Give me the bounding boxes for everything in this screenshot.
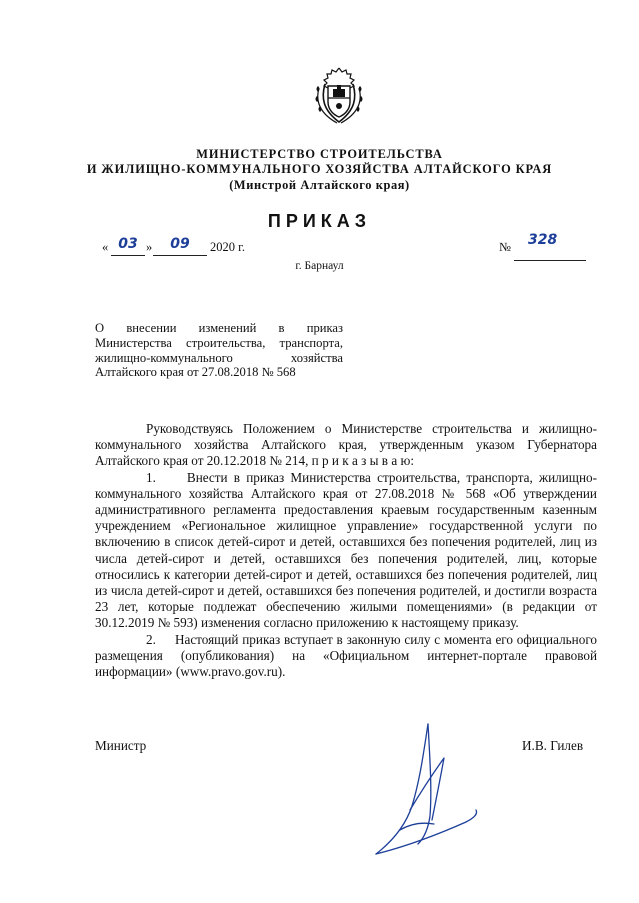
body-preamble: Руководствуясь Положением о Министерстве строительства и жилищно-коммунального хозяйства Алтайского края, утвержденным указом Губернатора Алтайского края от 20.12.2018 № 214, п р и к а з ы в а ю: bbox=[95, 421, 597, 469]
handwritten-signature-icon bbox=[370, 720, 480, 860]
date-month-underline bbox=[153, 255, 207, 256]
document-type-title: ПРИКАЗ bbox=[267, 211, 372, 231]
ministry-name-line1: МИНИСТЕРСТВО СТРОИТЕЛЬСТВА bbox=[196, 147, 443, 161]
signer-position: Министр bbox=[95, 738, 147, 753]
signer-name: И.В. Гилев bbox=[522, 738, 584, 753]
date-day-underline bbox=[111, 255, 145, 256]
ministry-name-line2: И ЖИЛИЩНО-КОММУНАЛЬНОГО ХОЗЯЙСТВА АЛТАЙСКОГО КРАЯ bbox=[86, 162, 553, 176]
ministry-short-name: (Минстрой Алтайского края) bbox=[229, 178, 410, 192]
document-number: 328 bbox=[528, 232, 558, 248]
date-day: 03 bbox=[118, 236, 138, 252]
order-subject: О внесении изменений в приказ Министерства строительства, транспорта, жилищно-коммунального хозяйства Алтайского края от 27.08.2018 № 568 bbox=[95, 321, 343, 380]
date-open-quote: « bbox=[102, 240, 109, 254]
number-sign: № bbox=[499, 240, 511, 254]
date-month: 09 bbox=[170, 236, 190, 252]
body-item-1: 1. Внести в приказ Министерства строительства, транспорта, жилищно-коммунального хозяйства Алтайского края от 27.08.2018 № 568 «Об утверждении административного регламента предоставления краевым государственным казенным учреждением «Региональное жилищное управление» государственной услуги по включению в список детей-сирот и детей, оставшихся без попечения родителей, лиц из числа детей-сирот и детей, оставшихся без попечения родителей, лиц, которые относились к категории детей-сирот и детей, оставшихся без попечения родителей, лиц из числа детей-сирот и детей, оставшихся без попечения родителей, и достигли возраста 23 лет, которые подлежат обеспечению жилыми помещениями» (в редакции от 30.12.2019 № 593) изменения согласно приложению к настоящему приказу. bbox=[95, 469, 597, 631]
order-body bbox=[95, 421, 597, 680]
city: г. Барнаул bbox=[295, 260, 344, 272]
date-year: 2020 г. bbox=[210, 240, 245, 254]
body-item-2: 2. Настоящий приказ вступает в законную силу с момента его официального размещения (опубликования) на «Официальном интернет-портале правовой информации» (www.pravo.gov.ru). bbox=[95, 631, 597, 680]
date-close-quote: » bbox=[146, 240, 153, 254]
coat-of-arms-icon bbox=[311, 64, 367, 126]
